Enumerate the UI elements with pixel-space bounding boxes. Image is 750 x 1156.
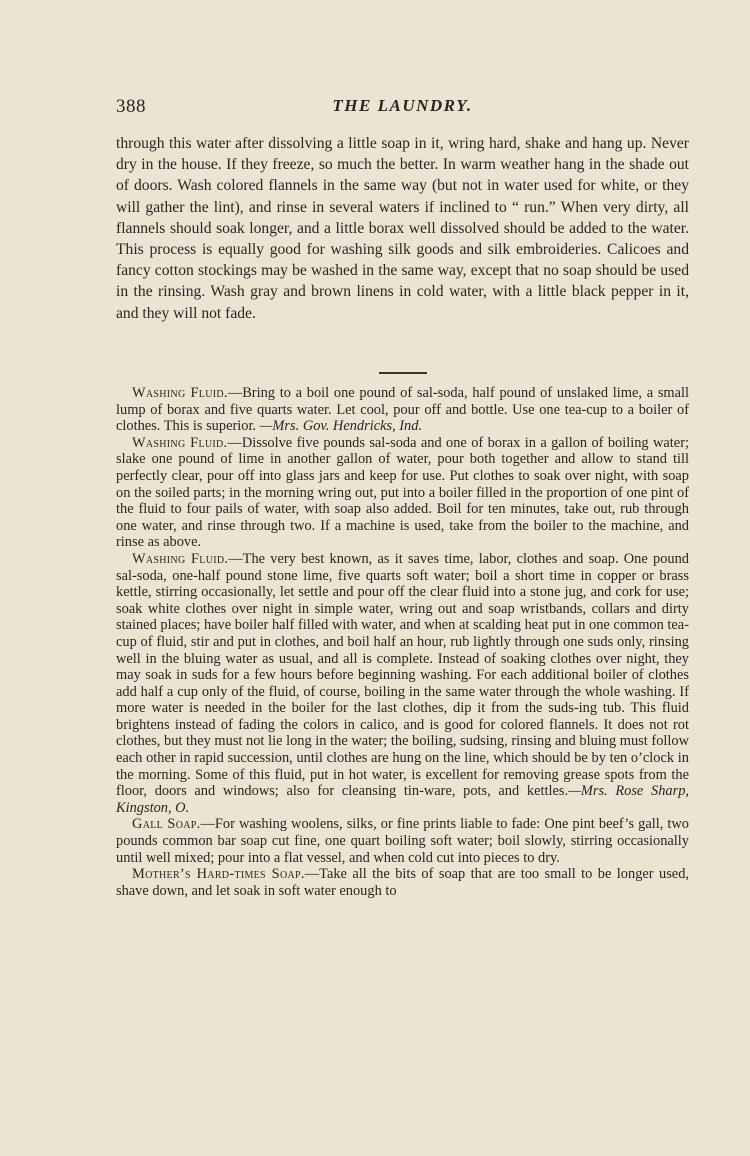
page-number: 388: [116, 96, 146, 117]
recipe-entry: [116, 816, 689, 866]
recipe-body: —Bring to a boil one pound of sal-soda, half pound of unslaked lime, a small lump of borax and five quarts water. Let cool, pour off and bottle. Use one tea-cup to a boiler of clothes. This is superior.: [116, 385, 689, 435]
recipe-body: —For washing woolens, silks, or fine prints liable to fade: One pint beef’s gall, two pounds common bar soap cut fine, one quart boiling soft water; boil slowly, stirring occasionally until well mixed; pour into a flat vessel, and when cold cut into pieces to dry.: [116, 816, 689, 866]
recipe-title: Washing Fluid.: [132, 385, 228, 401]
section-divider: [379, 372, 427, 374]
recipe-title: Washing Fluid.: [132, 434, 228, 451]
recipe-title: Washing Fluid.: [132, 550, 229, 567]
recipe-entry: [116, 551, 689, 817]
main-paragraph: through this water after dissolving a little soap in it, wring hard, shake and hang up. Never dry in the house. If they freeze, so much the better. In warm weather hang in the shade out of doors. Wash colored flannels in the same way (but not in water used for white, or they will gather the lint), and rinse in several waters if inclined to “ run.” When very dirty, all flannels should soak longer, and a little borax well dissolved should be added to the water. This process is equally good for washing silk goods and silk embroideries. Calicoes and fancy cotton stockings may be washed in the same way, except that no soap should be used in the rinsing. Wash gray and brown linens in cold water, with a little black pepper in it, and they will not fade.: [116, 135, 689, 322]
recipe-title: Mother’s Hard-times Soap.: [132, 866, 305, 883]
recipe-signature: —Mrs. Gov. Hendricks, Ind.: [259, 418, 423, 435]
recipe-body: —Take all the bits of soap that are too small to be longer used, shave down, and let soak in soft water enough to: [116, 866, 689, 899]
recipe-body: —The very best known, as it saves time, labor, clothes and soap. One pound sal-soda, one-half pound stone lime, five quarts soft water; boil a short time in copper or brass kettle, stirring occasionally, let settle and pour off the clear fluid into a stone jug, and cork for use; soak white clothes over night in simple water, wring out and soap wristbands, collars and dirty stained places; have boiler half filled with water, and when at scalding heat put in one common tea-cup of fluid, stir and put in clothes, and boil half an hour, rub lightly through one suds only, rinsing well in the bluing water as usual, and all is complete. Instead of soaking clothes over night, they may soak in suds for a few hours before beginning washing. For each additional boiler of clothes add half a cup only of the fluid, of course, boiling in the same water through the whole washing. If more water is needed in the boiler for the last clothes, dip it from the suds-ing tub. This fluid brightens instead of fading the colors in calico, and is good for colored flannels. It does not rot clothes, but they must not lie long in the water; the boiling, sudsing, rinsing and bluing must follow each other in rapid succession, until clothes are hung on the line, which should be by ten o’clock in the morning. Some of this fluid, put in hot water, is excellent for removing grease spots from the floor, doors and windows; also for cleansing tin-ware, pots, and kettles.: [116, 550, 689, 800]
recipe-entry: [116, 435, 689, 551]
recipe-entry: [116, 866, 689, 899]
main-paragraph-block: [116, 133, 689, 324]
recipe-body: —Dissolve five pounds sal-soda and one of borax in a gallon of boiling water; slake one pound of lime in another gallon of water, pour both together and allow to stand till perfectly clear, pour off into glass jars and keep for use. Put clothes to soak over night, with soap on the soiled parts; in the morning wring out, put into a boiler filled in the proportion of one pint of the fluid to four pails of water, with soap also added. Boil for ten minutes, take out, rub through one water, and rinse through two. If a machine is used, take from the boiler to the machine, and rinse as above.: [116, 434, 689, 551]
running-head: THE LAUNDRY.: [332, 96, 473, 115]
recipe-signature: —Mrs. Rose Sharp, Kingston, O.: [116, 783, 689, 816]
recipe-entry: [116, 385, 689, 435]
recipe-title: Gall Soap.: [132, 816, 201, 833]
recipe-list: [116, 385, 689, 899]
page-header: [116, 96, 689, 120]
